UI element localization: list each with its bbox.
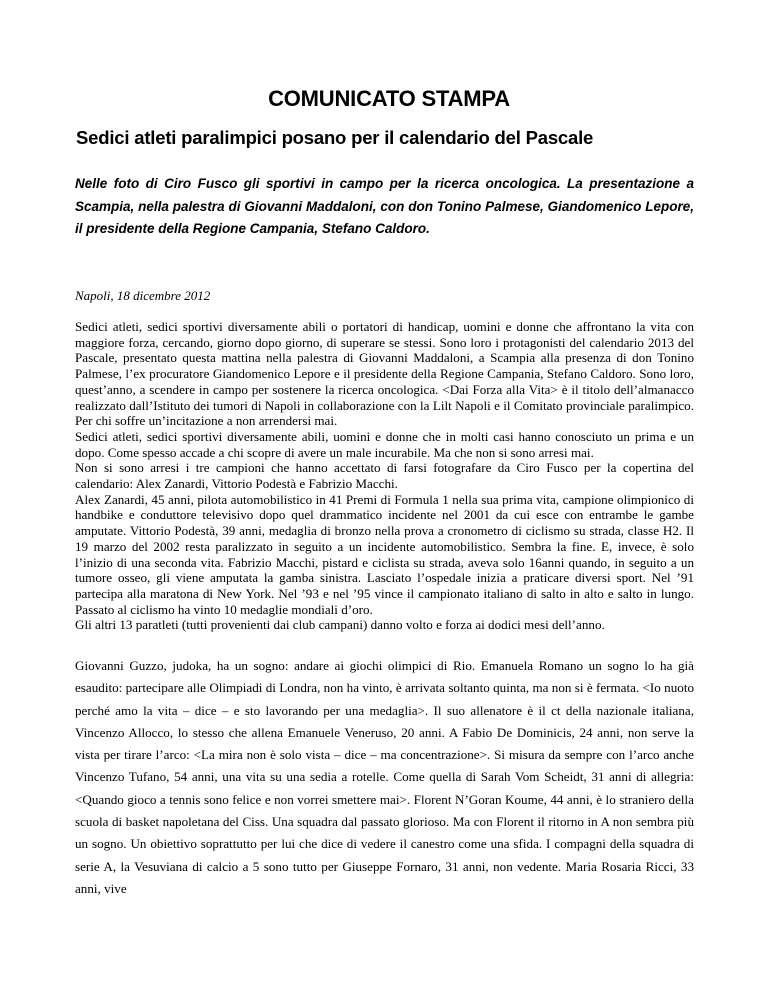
paragraph: Alex Zanardi, 45 anni, pilota automobilistico in 41 Premi di Formula 1 nella sua prima vita, campione olimpionico di handbike e conduttore televisivo dopo quel drammatico incidente nel 2001 da cui esce con entrambe le gambe amputate. Vittorio Podestà, 39 anni, medaglia di bronzo nella prova a cronometro di ciclismo su strada, classe H2. Il 19 marzo del 2002 resta paralizzato in seguito a un incidente automobilistico. Sembra la fine. E, invece, è solo l’inizio di una seconda vita. Fabrizio Macchi, pistard e ciclista su strada, aveva solo 16anni quando, in seguito a un tumore osseo, gli viene amputata la gamba sinistra. Lasciato l’ospedale inizia a praticare diversi sport. Nel ’91 partecipa alla maratona di New York. Nel ’93 e nel ’95 vince il campionato italiano di salto in alto e salto in lungo. Passato al ciclismo ha vinto 10 medaglie mondiali d’oro. [75,491,694,617]
paragraph-athletes: Giovanni Guzzo, judoka, ha un sogno: andare ai giochi olimpici di Rio. Emanuela Romano un sogno lo ha già esaudito: partecipare alle Olimpiadi di Londra, non ha vinto, è arrivata soltanto quinta, ma non si è fermata. <Io nuoto perché amo la vita – dice – e sto lavorando per una medaglia>. Il suo allenatore è il ct della nazionale italiana, Vincenzo Allocco, lo stesso che allena Emanuele Veneruso, 20 anni. A Fabio De Dominicis, 24 anni, non serve la vista per tirare l’arco: <La mira non è solo vista – dice – ma concentrazione>. Si misura da sempre con l’arco anche Vincenzo Tufano, 54 anni, una vita su una sedia a rotelle. Come quella di Sarah Vom Scheidt, 31 anni di allegria: <Quando gioco a tennis sono felice e non vorrei smettere mai>. Florent N’Goran Koume, 44 anni, è lo straniero della scuola di basket napoletana del Ciss. Una squadra dal passato glorioso. Ma con Florent il ritorno in A non sembra più un sogno. Un obiettivo soprattutto per lui che dice di vedere il canestro come una sfida. I compagni della squadra di serie A, la Vesuviana di calcio a 5 sono tutto per Giuseppe Fornaro, 31 anni, non vedente. Maria Rosaria Ricci, 33 anni, vive [75,658,694,896]
lead-paragraph: Nelle foto di Ciro Fusco gli sportivi in campo per la ricerca oncologica. La presentazione a Scampia, nella palestra di Giovanni Maddaloni, con don Tonino Palmese, Giandomenico Lepore, il presidente della Regione Campania, Stefano Caldoro. [75,176,694,236]
paragraph: Gli altri 13 paratleti (tutti provenienti dai club campani) danno volto e forza ai dodici mesi dell’anno. [75,617,605,633]
article-body [75,319,694,633]
paragraph: Non si sono arresi i tre campioni che hanno accettato di farsi fotografare da Ciro Fusco per la copertina del calendario: Alex Zanardi, Vittorio Podestà e Fabrizio Macchi. [75,460,694,492]
press-release-heading: COMUNICATO STAMPA [268,86,510,111]
paragraph: Sedici atleti, sedici sportivi diversamente abili o portatori di handicap, uomini e donne che affrontano la vita con maggiore forza, cercando, giorno dopo giorno, di superare se stessi. Sono loro i protagonisti del calendario 2013 del Pascale, presentato questa mattina nella palestra di Giovanni Maddaloni, a Scampia alla presenza di don Tonino Palmese, l’ex procuratore Giandomenico Lepore e il presidente della Regione Campania, Stefano Caldoro. Sono loro, quest’anno, a scendere in campo per sostenere la ricerca oncologica. <Dai Forza alla Vita> è il titolo dell’almanacco realizzato dall’Istituto dei tumori di Napoli in collaborazione con la Lilt Napoli e il Comitato provinciale paralimpico. Per chi soffre un’incitazione a non arrendersi mai. [75,319,694,429]
headline: Sedici atleti paralimpici posano per il calendario del Pascale [76,127,594,148]
dateline: Napoli, 18 dicembre 2012 [75,288,211,303]
paragraph: Sedici atleti, sedici sportivi diversamente abili, uomini e donne che in molti casi hanno conosciuto un prima e un dopo. Come spesso accade a chi scopre di avere un male incurabile. Ma che non si sono arresi mai. [75,428,694,460]
